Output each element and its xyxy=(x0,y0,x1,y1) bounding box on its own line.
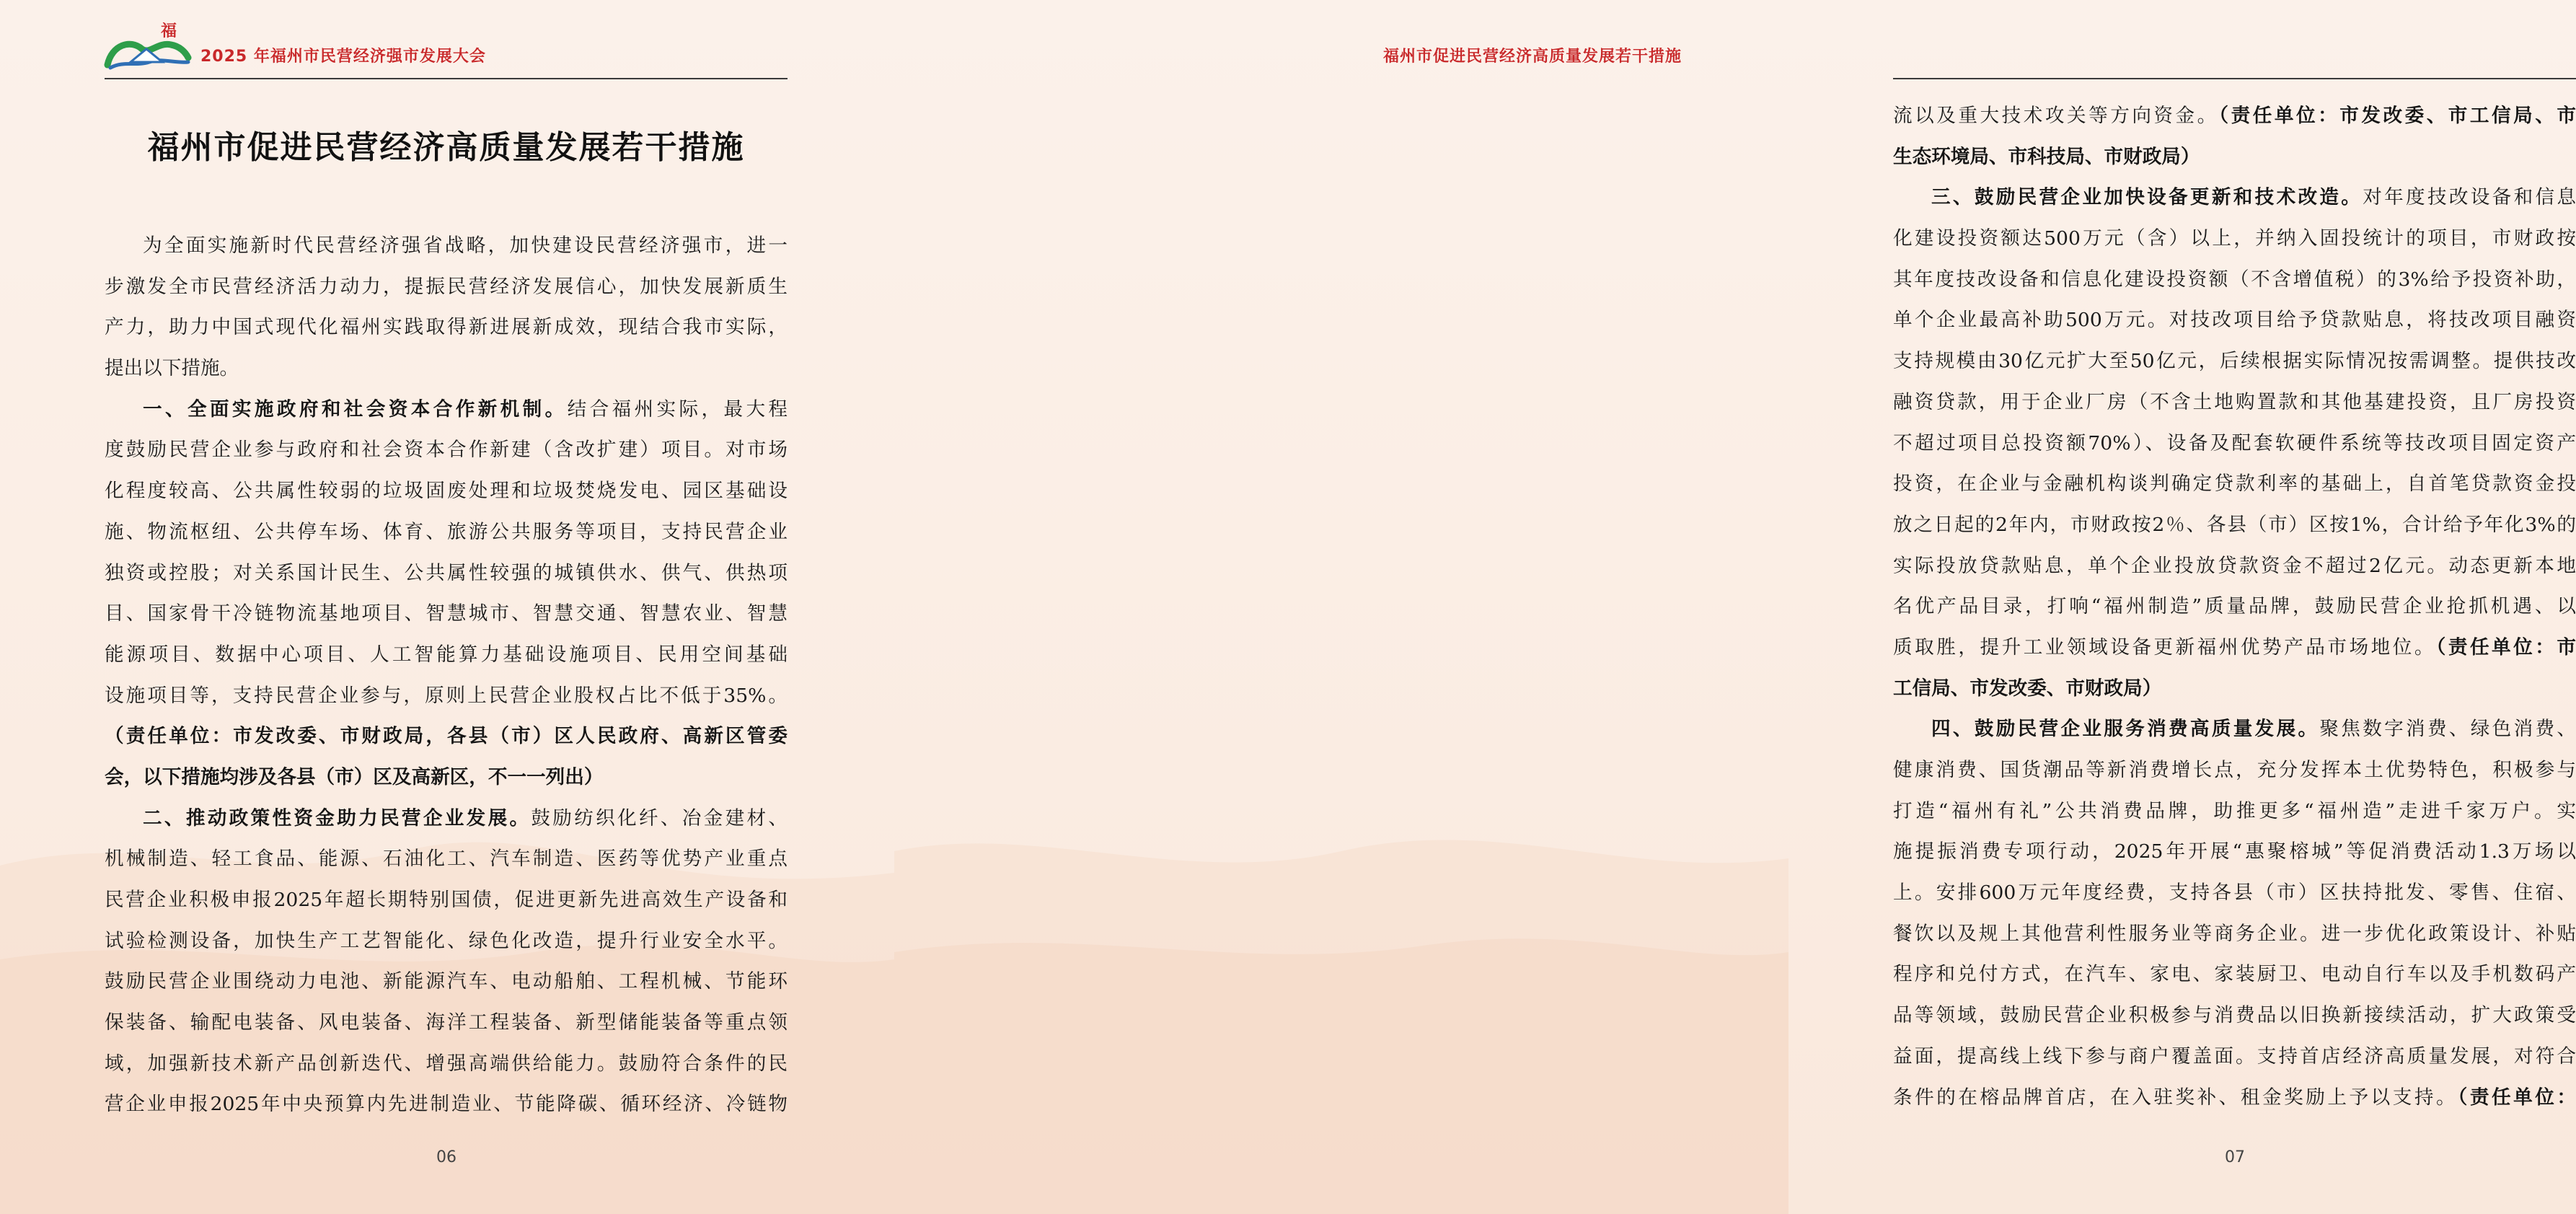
text-line xyxy=(105,390,788,431)
text-line xyxy=(1893,546,2576,587)
text-line xyxy=(105,716,788,757)
text-run: 其年度技改设备和信息化建设投资额（不含增值税）的3%给予投资补助， xyxy=(1893,268,2576,291)
text-run: 机械制造、轻工食品、能源、石油化工、汽车制造、医药等优势产业重点 xyxy=(105,848,788,871)
page-number: 06 xyxy=(436,1148,456,1166)
right-body-text xyxy=(1893,96,2576,1118)
text-run: 对年度技改设备和信息 xyxy=(2363,186,2576,209)
text-line xyxy=(105,839,788,880)
text-line xyxy=(105,267,788,308)
text-line xyxy=(105,676,788,717)
text-run: 鼓励民营企业围绕动力电池、新能源汽车、电动船舶、工程机械、节能环 xyxy=(105,970,788,993)
text-line xyxy=(105,880,788,921)
conference-header-title: 2025 年福州市民营经济强市发展大会 xyxy=(200,48,486,66)
text-run: 融资贷款，用于企业厂房（不含土地购置款和其他基建投资，且厂房投资 xyxy=(1893,390,2576,413)
text-line xyxy=(105,635,788,676)
bold-heading: 三、鼓励民营企业加快设备更新和技术改造。 xyxy=(1931,186,2363,209)
text-line xyxy=(105,962,788,1003)
text-run: 营企业申报2025年中央预算内先进制造业、节能降碳、循环经济、冷链物 xyxy=(105,1093,788,1116)
text-run: 试验检测设备，加快生产工艺智能化、绿色化改造，提升行业安全水平。 xyxy=(105,929,788,952)
text-line xyxy=(1893,382,2576,423)
text-run: 不超过项目总投资额70%）、设备及配套软硬件系统等技改项目固定资产 xyxy=(1893,431,2576,454)
header-divider xyxy=(1893,78,2576,79)
text-line xyxy=(1893,1037,2576,1078)
text-run: 条件的在榕品牌首店，在入驻奖补、租金奖励上予以支持。 xyxy=(1893,1086,2458,1109)
bold-heading: 四、鼓励民营企业服务消费高质量发展。 xyxy=(1931,718,2320,741)
bold-heading: 生态环境局、市科技局、市财政局） xyxy=(1893,145,2200,168)
bold-heading: 工信局、市发改委、市财政局） xyxy=(1893,677,2162,700)
text-line xyxy=(1893,669,2576,710)
text-run: 单个企业最高补助500万元。对技改项目给予贷款贴息，将技改项目融资 xyxy=(1893,309,2576,332)
responsibility-note: （责任单位：市发改委、市工信局、市 xyxy=(2218,105,2576,127)
text-run: 产力，助力中国式现代化福州实践取得新进展新成效，现结合我市实际， xyxy=(105,316,788,339)
text-run: 施、物流枢纽、公共停车场、体育、旅游公共服务等项目，支持民营企业 xyxy=(105,520,788,543)
text-run: 放之日起的2年内，市财政按2％、各县（市）区按1%，合计给予年化3%的 xyxy=(1893,513,2576,536)
text-line xyxy=(105,307,788,348)
document-title: 福州市促进民营经济高质量发展若干措施 xyxy=(147,129,745,166)
text-line xyxy=(105,1003,788,1044)
text-run: 提出以下措施。 xyxy=(105,357,239,380)
text-line xyxy=(105,1044,788,1085)
text-line xyxy=(105,1084,788,1125)
text-run: 施提振消费专项行动，2025年开展“惠聚榕城”等促消费活动1.3万场以 xyxy=(1893,840,2576,863)
text-line xyxy=(105,757,788,799)
header-divider xyxy=(105,78,788,79)
text-run: 品等领域，鼓励民营企业积极参与消费品以旧换新接续活动，扩大政策受 xyxy=(1893,1004,2576,1027)
text-line xyxy=(105,348,788,390)
text-run: 目、国家骨干冷链物流基地项目、智慧城市、智慧交通、智慧农业、智慧 xyxy=(105,602,788,625)
text-line xyxy=(1893,709,2576,750)
text-line xyxy=(1893,96,2576,137)
bold-heading: 二、推动政策性资金助力民营企业发展。 xyxy=(143,806,531,830)
text-line xyxy=(1893,873,2576,914)
page-number: 07 xyxy=(2225,1148,2245,1166)
text-run: 益面，提高线上线下参与商户覆盖面。支持首店经济高质量发展，对符合 xyxy=(1893,1044,2576,1068)
text-run: 度鼓励民营企业参与政府和社会资本合作新建（含改扩建）项目。对市场 xyxy=(105,439,788,462)
text-run: 化程度较高、公共属性较弱的垃圾固废处理和垃圾焚烧发电、园区基础设 xyxy=(105,480,788,503)
text-line xyxy=(105,226,788,267)
bold-heading: 一、全面实施政府和社会资本合作新机制。 xyxy=(143,397,568,421)
text-run: 上。安排600万元年度经费，支持各县（市）区扶持批发、零售、住宿、 xyxy=(1893,881,2576,905)
text-line xyxy=(1893,260,2576,301)
text-line xyxy=(1893,791,2576,832)
text-line xyxy=(1893,177,2576,219)
text-line xyxy=(1893,464,2576,505)
text-line xyxy=(105,430,788,471)
text-line xyxy=(1893,300,2576,341)
text-run: 程序和兑付方式，在汽车、家电、家装厨卫、电动自行车以及手机数码产 xyxy=(1893,963,2576,986)
text-line xyxy=(1893,341,2576,382)
text-line xyxy=(105,594,788,635)
text-run: 实际投放贷款贴息，单个企业投放贷款资金不超过2亿元。动态更新本地 xyxy=(1893,554,2576,577)
text-line xyxy=(105,921,788,962)
text-line xyxy=(1893,628,2576,669)
text-run: 设施项目等，支持民营企业参与，原则上民营企业股权占比不低于35%。 xyxy=(105,684,788,707)
text-run: 流以及重大技术攻关等方向资金。 xyxy=(1893,105,2219,127)
responsibility-note: （责任单位：市 xyxy=(2436,635,2576,659)
text-line xyxy=(1893,954,2576,995)
left-body-text xyxy=(105,226,788,1125)
text-line xyxy=(1893,750,2576,791)
text-run: 域，加强新技术新产品创新迭代、增强高端供给能力。鼓励符合条件的民 xyxy=(105,1052,788,1075)
text-line xyxy=(1893,505,2576,546)
text-line xyxy=(105,553,788,594)
text-run: 鼓励纺织化纤、冶金建材、 xyxy=(531,806,788,830)
svg-text:福: 福 xyxy=(161,22,177,40)
text-line xyxy=(1893,832,2576,873)
text-line xyxy=(1893,219,2576,260)
text-run: 健康消费、国货潮品等新消费增长点，充分发挥本土优势特色，积极参与 xyxy=(1893,759,2576,781)
text-run: 餐饮以及规上其他营利性服务业等商务企业。进一步优化政策设计、补贴 xyxy=(1893,922,2576,945)
text-line xyxy=(1893,1078,2576,1119)
text-line xyxy=(105,799,788,840)
text-line xyxy=(1893,137,2576,178)
responsibility-note: （责任单位： xyxy=(2458,1086,2576,1109)
text-run: 化建设投资额达500万元（含）以上，并纳入固投统计的项目，市财政按 xyxy=(1893,227,2576,250)
text-run: 投资，在企业与金融机构谈判确定贷款利率的基础上，自首笔贷款资金投 xyxy=(1893,472,2576,496)
conference-logo-icon xyxy=(105,20,191,72)
text-line xyxy=(105,471,788,512)
text-run: 质取胜，提升工业领域设备更新福州优势产品市场地位。 xyxy=(1893,635,2436,659)
text-run: 民营企业积极申报2025年超长期特别国债，促进更新先进高效生产设备和 xyxy=(105,889,788,911)
text-line xyxy=(1893,423,2576,465)
text-run: 为全面实施新时代民营经济强省战略，加快建设民营经济强市，进一 xyxy=(143,234,788,257)
text-run: 步激发全市民营经济活力动力，提振民营经济发展信心，加快发展新质生 xyxy=(105,275,788,298)
document-header-title: 福州市促进民营经济高质量发展若干措施 xyxy=(1382,48,1682,66)
text-line xyxy=(1893,586,2576,628)
text-run: 独资或控股；对关系国计民生、公共属性较强的城镇供水、供气、供热项 xyxy=(105,561,788,584)
text-run: 支持规模由30亿元扩大至50亿元，后续根据实际情况按需调整。提供技改 xyxy=(1893,350,2576,373)
bold-heading: 会，以下措施均涉及各县（市）区及高新区，不一一列出） xyxy=(105,765,604,788)
text-line xyxy=(1893,914,2576,955)
bold-heading: （责任单位：市发改委、市财政局，各县（市）区人民政府、高新区管委 xyxy=(105,725,788,748)
text-run: 打造“福州有礼”公共消费品牌，助推更多“福州造”走进千家万户。实 xyxy=(1893,799,2576,822)
text-run: 能源项目、数据中心项目、人工智能算力基础设施项目、民用空间基础 xyxy=(105,643,788,666)
text-run: 保装备、输配电装备、风电装备、海洋工程装备、新型储能装备等重点领 xyxy=(105,1011,788,1034)
left-page xyxy=(0,0,894,1214)
right-page xyxy=(894,0,2576,1214)
text-run: 聚焦数字消费、绿色消费、 xyxy=(2319,718,2576,741)
text-run: 名优产品目录，打响“福州制造”质量品牌，鼓励民营企业抢抓机遇、以 xyxy=(1893,595,2576,618)
text-run: 结合福州实际，最大程 xyxy=(567,397,788,421)
text-line xyxy=(1893,995,2576,1037)
text-line xyxy=(105,512,788,553)
